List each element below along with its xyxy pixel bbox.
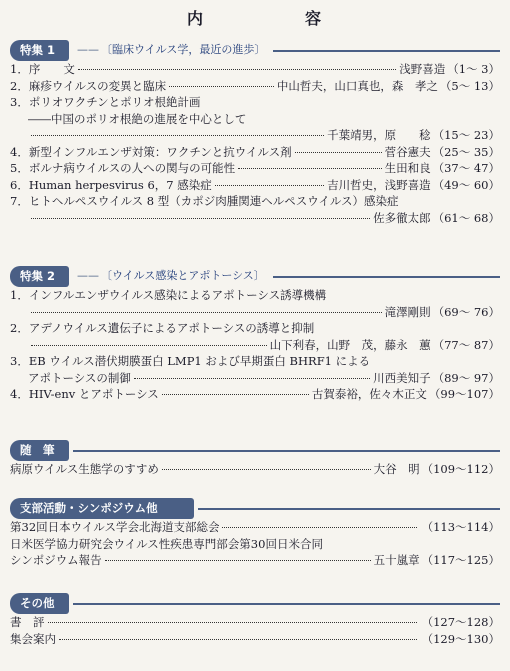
entry-author: 吉川哲史，浅野喜造 — [327, 177, 431, 192]
entry-author: 山下利春，山野 茂，藤永 蕙 — [269, 337, 431, 352]
toc-entry[interactable] — [10, 160, 500, 177]
section-special-1 — [10, 40, 500, 226]
section-badge: 随 筆 — [10, 440, 69, 461]
entry-title: 2．麻疹ウイルスの変異と臨床 — [10, 78, 167, 93]
leader-dots — [238, 168, 381, 169]
entry-author: 滝澤剛則 — [384, 304, 431, 319]
entry-author: 五十嵐章 — [373, 553, 420, 567]
entry-title[interactable]: 1．インフルエンザウイルス感染によるアポトーシス誘導機構 — [10, 288, 327, 302]
entry-author: 古賀泰裕，佐々木正文 — [311, 387, 427, 401]
entry-author: 大谷 明 — [373, 462, 420, 476]
entry-pages: （109～112） — [421, 462, 500, 476]
entry-pages: （127～128） — [421, 615, 500, 629]
toc-entry[interactable] — [10, 552, 500, 569]
entry-subtitle: シンポジウム報告 — [10, 553, 102, 567]
leader-dots — [31, 345, 267, 346]
toc-entry[interactable] — [10, 519, 500, 536]
entry-pages: （25～ 35） — [432, 144, 500, 159]
leader-dots — [48, 622, 417, 623]
entry-pages: （117～125） — [421, 553, 500, 567]
entry-title: 6．Human herpesvirus 6，7 感染症 — [10, 177, 212, 192]
entry-author: 浅野喜造 — [399, 62, 446, 76]
section-branch-activities — [10, 498, 500, 569]
entry-title: 1．序 文 — [10, 62, 75, 76]
leader-dots — [59, 639, 417, 640]
section-badge: 特集 1 — [10, 40, 69, 61]
page-title — [0, 6, 510, 29]
entry-pages: （77～ 87） — [432, 337, 500, 352]
entry-pages: （99～107） — [428, 387, 500, 401]
leader-dots — [134, 378, 370, 379]
toc-entry[interactable] — [10, 177, 500, 194]
section-header — [10, 40, 500, 61]
section-header — [10, 266, 500, 287]
entry-title[interactable]: 3．EB ウイルス潜伏期膜蛋白 LMP1 および早期蛋白 BHRF1 による — [10, 354, 371, 368]
toc-entry[interactable] — [10, 370, 500, 387]
section-rule — [73, 603, 501, 605]
section-essay — [10, 440, 500, 478]
title-char-2: 容 — [305, 9, 324, 28]
entry-title: 集会案内 — [10, 631, 56, 646]
entry-title: 4．新型インフルエンザ対策：ワクチンと抗ウイルス剤 — [10, 144, 292, 159]
entry-pages: （1～ 3） — [447, 62, 500, 76]
leader-dots — [31, 135, 324, 136]
entry-pages: （89～ 97） — [432, 370, 500, 385]
entry-title: 第32回日本ウイルス学会北海道支部総会 — [10, 520, 220, 534]
toc-entry[interactable] — [10, 210, 500, 227]
toc-entry[interactable] — [10, 78, 500, 95]
section-other — [10, 593, 500, 647]
toc-entry[interactable] — [10, 61, 500, 78]
section-rule — [273, 50, 500, 52]
leader-dots — [162, 394, 309, 395]
entry-subtitle: アポトーシスの制御 — [28, 370, 131, 385]
section-header — [10, 440, 500, 461]
leader-dots — [222, 527, 416, 528]
entry-pages: （49～ 60） — [432, 177, 500, 192]
leader-dots — [31, 218, 370, 219]
entry-title[interactable]: 日米医学協力研究会ウイルス性疾患専門部会第30回日米合同 — [10, 536, 323, 551]
entry-pages: （5～ 13） — [439, 78, 500, 93]
entry-pages: （15～ 23） — [432, 128, 500, 142]
section-header — [10, 498, 500, 519]
entry-title: 病原ウイルス生態学のすすめ — [10, 462, 159, 476]
title-char-1: 内 — [186, 9, 205, 28]
leader-dots — [295, 152, 382, 153]
entry-author: 川西美知子 — [373, 370, 431, 385]
entry-author: 中山哲夫，山口真也，森 孝之 — [276, 78, 438, 93]
leader-dots — [162, 469, 371, 470]
toc-entry[interactable] — [10, 631, 500, 648]
section-rule — [273, 276, 500, 278]
entry-pages: （113～114） — [421, 520, 500, 534]
leader-dots — [78, 69, 396, 70]
toc-entry[interactable] — [10, 127, 500, 144]
entry-title: 5．ボルナ病ウイルスの人への関与の可能性 — [10, 161, 236, 175]
entry-author: 菅谷憲夫 — [384, 144, 431, 159]
toc-entry[interactable] — [10, 337, 500, 354]
entry-author: 千葉靖男，原 稔 — [327, 128, 431, 142]
entry-author: 生田和良 — [384, 161, 431, 175]
entry-pages: （69～ 76） — [432, 304, 500, 319]
section-badge: その他 — [10, 593, 69, 614]
leader-dots — [169, 86, 274, 87]
toc-entry[interactable] — [10, 386, 500, 403]
leader-dots — [215, 185, 324, 186]
toc-entry[interactable] — [10, 461, 500, 478]
entry-pages: （61～ 68） — [432, 210, 500, 225]
section-rule — [198, 508, 500, 510]
section-badge: 支部活動・シンポジウム他 — [10, 498, 194, 519]
entry-title[interactable]: 7．ヒトヘルペスウイルス 8 型（カポジ肉腫関連ヘルペスウイルス）感染症 — [10, 194, 399, 208]
entry-title[interactable]: 3．ポリオワクチンとポリオ根絶計画 — [10, 95, 201, 109]
section-special-2 — [10, 266, 500, 403]
toc-entry[interactable] — [10, 304, 500, 321]
entry-subtitle: ――中国のポリオ根絶の進展を中心として — [28, 111, 247, 126]
toc-entry[interactable] — [10, 144, 500, 161]
entry-title[interactable]: 2．アデノウイルス遺伝子によるアポトーシスの誘導と抑制 — [10, 321, 315, 335]
leader-dots — [31, 312, 382, 313]
toc-entry[interactable] — [10, 614, 500, 631]
section-rule — [73, 450, 501, 452]
section-header — [10, 593, 500, 614]
entry-pages: （37～ 47） — [432, 161, 500, 175]
section-subtitle: —— 〔臨床ウイルス学，最近の進歩〕 — [77, 42, 265, 59]
entry-title: 書 評 — [10, 615, 45, 629]
section-subtitle: —— 〔ウイルス感染とアポトーシス〕 — [77, 268, 265, 285]
leader-dots — [105, 560, 371, 561]
entry-pages: （129～130） — [421, 631, 500, 646]
entry-author: 佐多徹太郎 — [373, 210, 431, 225]
entry-title: 4．HIV-env とアポトーシス — [10, 387, 159, 401]
section-badge: 特集 2 — [10, 266, 69, 287]
